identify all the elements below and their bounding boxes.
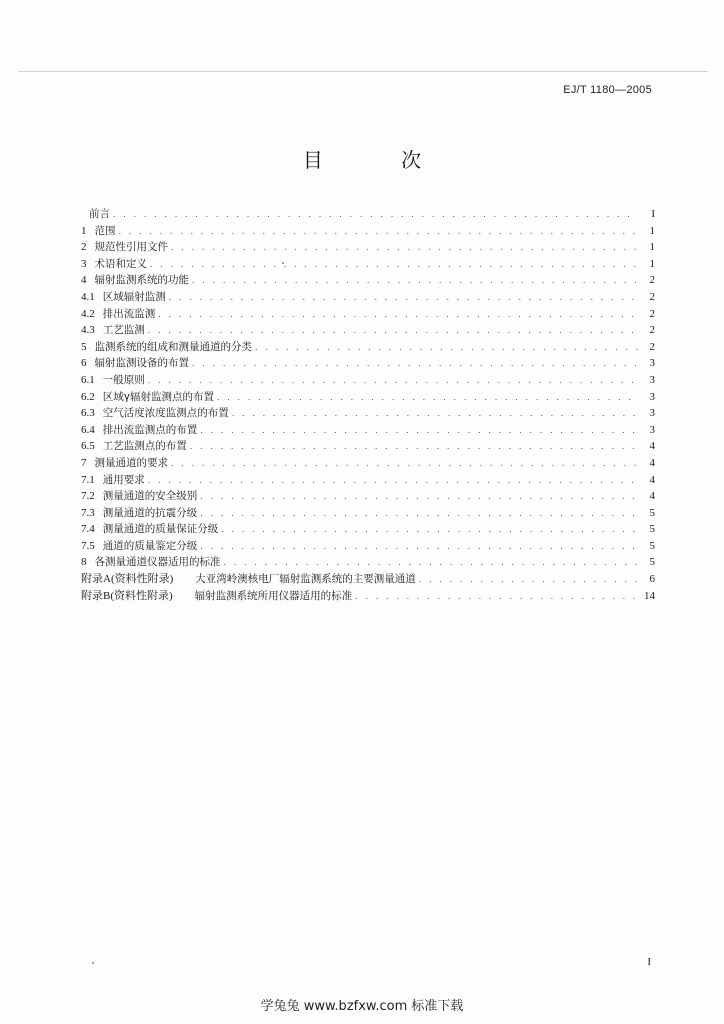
toc-entry[interactable] [81,322,655,339]
toc-entry-label: 辐射监测设备的布置 [94,357,189,370]
toc-entry-page: 14 [644,589,655,602]
toc-entry-page: 3 [649,373,655,386]
toc-entry-page: 2 [649,290,655,303]
table-of-contents [81,206,655,604]
toc-leader-dots [200,539,638,556]
toc-leader-dots [158,307,638,324]
toc-entry-number: 4.2 [81,307,95,320]
toc-leader-dots [419,572,638,589]
toc-entry[interactable] [81,521,655,538]
toc-leader-dots [169,290,638,307]
toc-entry-page: 4 [649,473,655,486]
toc-entry-page: 2 [649,274,655,287]
toc-entry[interactable] [81,505,655,522]
toc-leader-dots [221,522,638,539]
toc-entry-number: 6.3 [81,407,95,420]
toc-entry-page: 1 [649,224,655,237]
toc-entry-label: 空气活度浓度监测点的布置 [102,407,229,420]
toc-entry-page: 3 [649,407,655,420]
toc-entry[interactable] [81,272,655,289]
toc-entry-page: 5 [649,506,655,519]
toc-entry[interactable] [81,306,655,323]
toc-entry-page: 5 [649,556,655,569]
toc-entry-page: 3 [649,423,655,436]
toc-leader-dots [192,356,638,373]
toc-leader-dots [255,340,638,357]
toc-leader-dots [190,439,638,456]
toc-entry-label: 测量通道的质量保证分级 [102,523,219,536]
toc-entry[interactable] [81,206,655,223]
toc-entry-label: 排出流监测 [102,307,156,320]
scan-artifact-line [18,71,708,72]
toc-appendix-label: 大亚湾岭澳核电厂辐射监测系统的主要测量通道 [195,573,416,586]
toc-entry[interactable] [81,405,655,422]
toc-entry-label: 辐射监测系统的功能 [94,274,189,287]
toc-leader-dots [200,489,638,506]
toc-entry[interactable] [81,488,655,505]
toc-entry-page: 5 [649,539,655,552]
toc-leader-dots [217,390,638,407]
toc-entry-label: 区域辐射监测 [102,290,166,303]
toc-entry-page: 4 [649,490,655,503]
toc-entry[interactable] [81,472,655,489]
toc-entry[interactable] [81,438,655,455]
toc-entry-number: 6 [81,357,87,370]
page-title: 目 次 [302,148,458,172]
toc-entry-number: 8 [81,556,87,569]
toc-leader-dots [192,273,638,290]
toc-entry-page: I [651,208,655,220]
toc-entry-label: 一般原则 [102,373,145,386]
toc-entry-label: 测量通道的要求 [94,456,168,469]
toc-entry-label: 通用要求 [102,473,145,486]
toc-leader-dots [200,423,638,440]
toc-leader-dots [148,473,638,490]
toc-leader-dots [171,240,638,257]
toc-entry-label: 前言 [89,208,110,220]
toc-entry-page: 5 [649,523,655,536]
toc-entry-number: 7.2 [81,490,95,503]
toc-entry[interactable] [81,339,655,356]
toc-leader-dots [148,323,638,340]
toc-entry-page: 4 [649,456,655,469]
toc-entry-number: 2 [81,241,87,254]
toc-entry-page: 3 [649,357,655,370]
toc-entry-label: 监测系统的组成和测量通道的分类 [94,340,252,353]
toc-entry[interactable] [81,554,655,571]
toc-leader-dots [200,506,638,523]
toc-entry-label: 测量通道的抗震分级 [102,506,198,519]
toc-leader-dots [113,207,638,224]
toc-entry[interactable] [81,355,655,372]
toc-entry-label: 范围 [94,224,116,237]
toc-entry-label: 术语和定义 [94,257,147,270]
toc-entry-page: 2 [649,324,655,337]
toc-entry-label: 排出流监测点的布置 [102,423,198,436]
toc-entry[interactable] [81,538,655,555]
toc-entry-number: 6.1 [81,373,95,386]
toc-entry-label: 区域γ辐射监测点的布置 [102,390,214,403]
toc-leader-dots [148,373,638,390]
toc-appendix-entry[interactable] [81,588,655,605]
toc-entry-label: 工艺监测点的布置 [102,440,187,453]
toc-entry-label: 测量通道的安全级别 [102,490,198,503]
page-number: I [647,956,651,968]
toc-appendix-number: 附录B(资料性附录) [81,589,173,602]
toc-entry-label: 工艺监测 [102,324,145,337]
toc-entry[interactable] [81,223,655,240]
toc-entry-number: 7.5 [81,539,95,552]
toc-entry-number: 3 [81,257,87,270]
toc-entry-label: 各测量通道仪器适用的标准 [94,556,221,569]
source-watermark: 学兔兔 www.bzfxw.com 标准下载 [260,999,464,1014]
toc-entry-number: 4.1 [81,290,95,303]
toc-entry[interactable] [81,372,655,389]
toc-leader-dots [224,555,639,572]
toc-entry-number: 1 [81,224,87,237]
toc-entry-number: 4 [81,274,87,287]
toc-entry[interactable] [81,389,655,406]
toc-entry-number: 6.4 [81,423,95,436]
toc-entry-page: 2 [649,340,655,353]
toc-appendix-label: 辐射监测系统所用仪器适用的标准 [194,589,353,602]
toc-leader-dots [150,257,638,274]
standard-number: EJ/T 1180—2005 [563,84,652,96]
toc-entry-page: 6 [649,573,655,586]
toc-entry[interactable] [81,256,655,273]
scan-speck [282,262,284,264]
toc-entry-page: 1 [649,241,655,254]
toc-entry-number: 7.1 [81,473,95,486]
toc-entry-page: 1 [649,257,655,270]
toc-leader-dots [119,224,639,241]
toc-leader-dots [355,589,638,606]
toc-entry[interactable] [81,455,655,472]
toc-entry[interactable] [81,289,655,306]
toc-appendix-number: 附录A(资料性附录) [81,573,174,586]
toc-entry-label: 通道的质量鉴定分级 [102,539,198,552]
toc-entry-number: 7.4 [81,523,95,536]
toc-entry-page: 3 [649,390,655,403]
toc-entry-number: 4.3 [81,324,95,337]
toc-entry-number: 5 [81,340,87,353]
toc-appendix-entry[interactable] [81,571,655,588]
toc-entry[interactable] [81,422,655,439]
toc-entry-number: 7 [81,456,87,469]
scan-speck [92,962,94,964]
toc-entry-number: 7.3 [81,506,95,519]
toc-entry[interactable] [81,239,655,256]
toc-leader-dots [232,406,638,423]
toc-leader-dots [171,456,638,473]
toc-entry-page: 4 [649,440,655,453]
toc-entry-number: 6.2 [81,390,95,403]
toc-entry-page: 2 [649,307,655,320]
toc-entry-label: 规范性引用文件 [94,241,168,254]
toc-entry-number: 6.5 [81,440,95,453]
